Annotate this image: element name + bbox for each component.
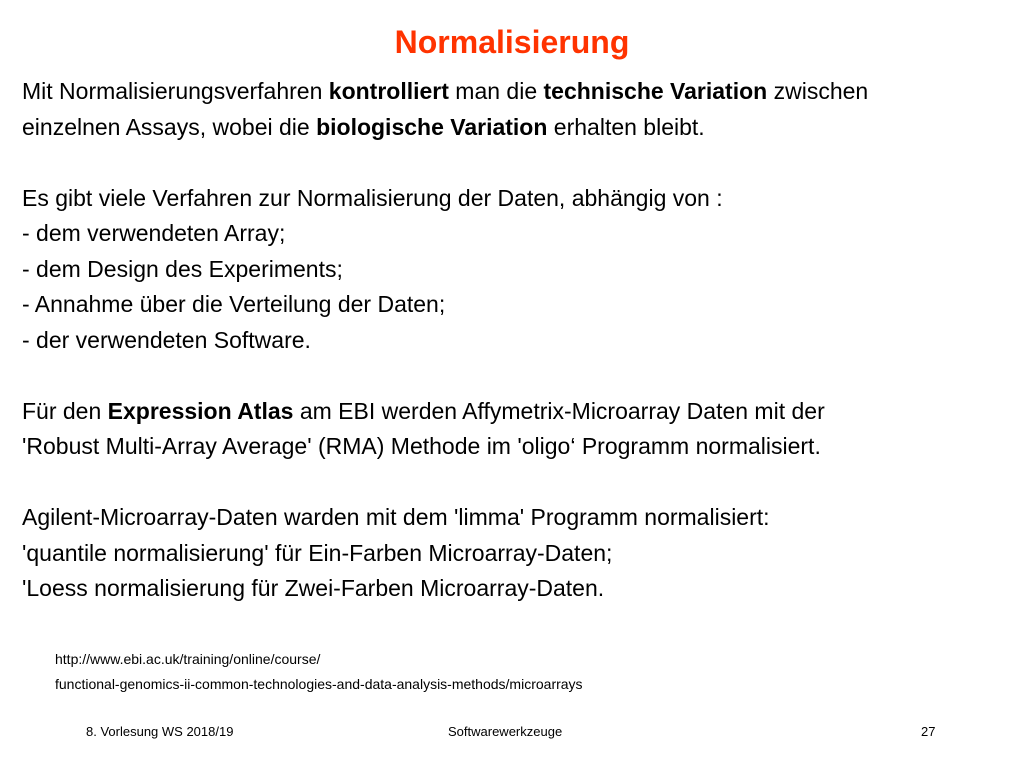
text: am EBI werden Affymetrix-Microarray Daten mit der [293, 397, 825, 424]
footer-course: Softwarewerkzeuge [448, 724, 563, 739]
bold-biologische-variation: biologische Variation [316, 113, 548, 140]
slide-title: Normalisierung [394, 24, 630, 60]
spacer [22, 465, 1012, 501]
spacer [22, 358, 1012, 394]
paragraph2-intro: Es gibt viele Verfahren zur Normalisierung der Daten, abhängig von : [22, 184, 723, 211]
footer-page-number: 27 [921, 724, 936, 739]
bold-kontrolliert: kontrolliert [328, 78, 449, 104]
paragraph1-line1 [22, 74, 1012, 110]
paragraph4-line3: 'Loess normalisierung für Zwei-Farben Microarray-Daten. [22, 575, 605, 601]
reference-url-line2[interactable]: functional-genomics-ii-common-technologies-and-data-analysis-methods/microarrays [55, 676, 583, 692]
list-item: - dem Design des Experiments; [22, 255, 343, 282]
bold-expression-atlas: Expression Atlas [107, 397, 294, 424]
bold-technische-variation: technische Variation [543, 78, 768, 104]
text: Für den [22, 397, 108, 424]
paragraph3-line1 [22, 394, 1012, 430]
slide-body [22, 74, 1012, 607]
reference-url-line1[interactable]: http://www.ebi.ac.uk/training/online/course/ [55, 651, 321, 667]
paragraph1-line2 [22, 110, 1012, 146]
list-item: - dem verwendeten Array; [22, 220, 286, 246]
paragraph4-line2: 'quantile normalisierung' für Ein-Farben Microarray-Daten; [22, 539, 613, 566]
paragraph4-line1: Agilent-Microarray-Daten warden mit dem 'limma' Programm normalisiert: [22, 504, 770, 530]
text: Mit Normalisierungsverfahren [22, 78, 329, 104]
text: erhalten bleibt. [547, 113, 705, 140]
paragraph3-line2: 'Robust Multi-Array Average' (RMA) Methode im 'oligo‘ Programm normalisiert. [22, 433, 821, 459]
text: einzelnen Assays, wobei die [22, 113, 317, 140]
footer-lecture: 8. Vorlesung WS 2018/19 [86, 724, 234, 739]
text: zwischen [767, 78, 869, 104]
list-item: - der verwendeten Software. [22, 326, 311, 353]
text: man die [448, 78, 544, 104]
list-item: - Annahme über die Verteilung der Daten; [22, 291, 446, 317]
spacer [22, 145, 1012, 181]
